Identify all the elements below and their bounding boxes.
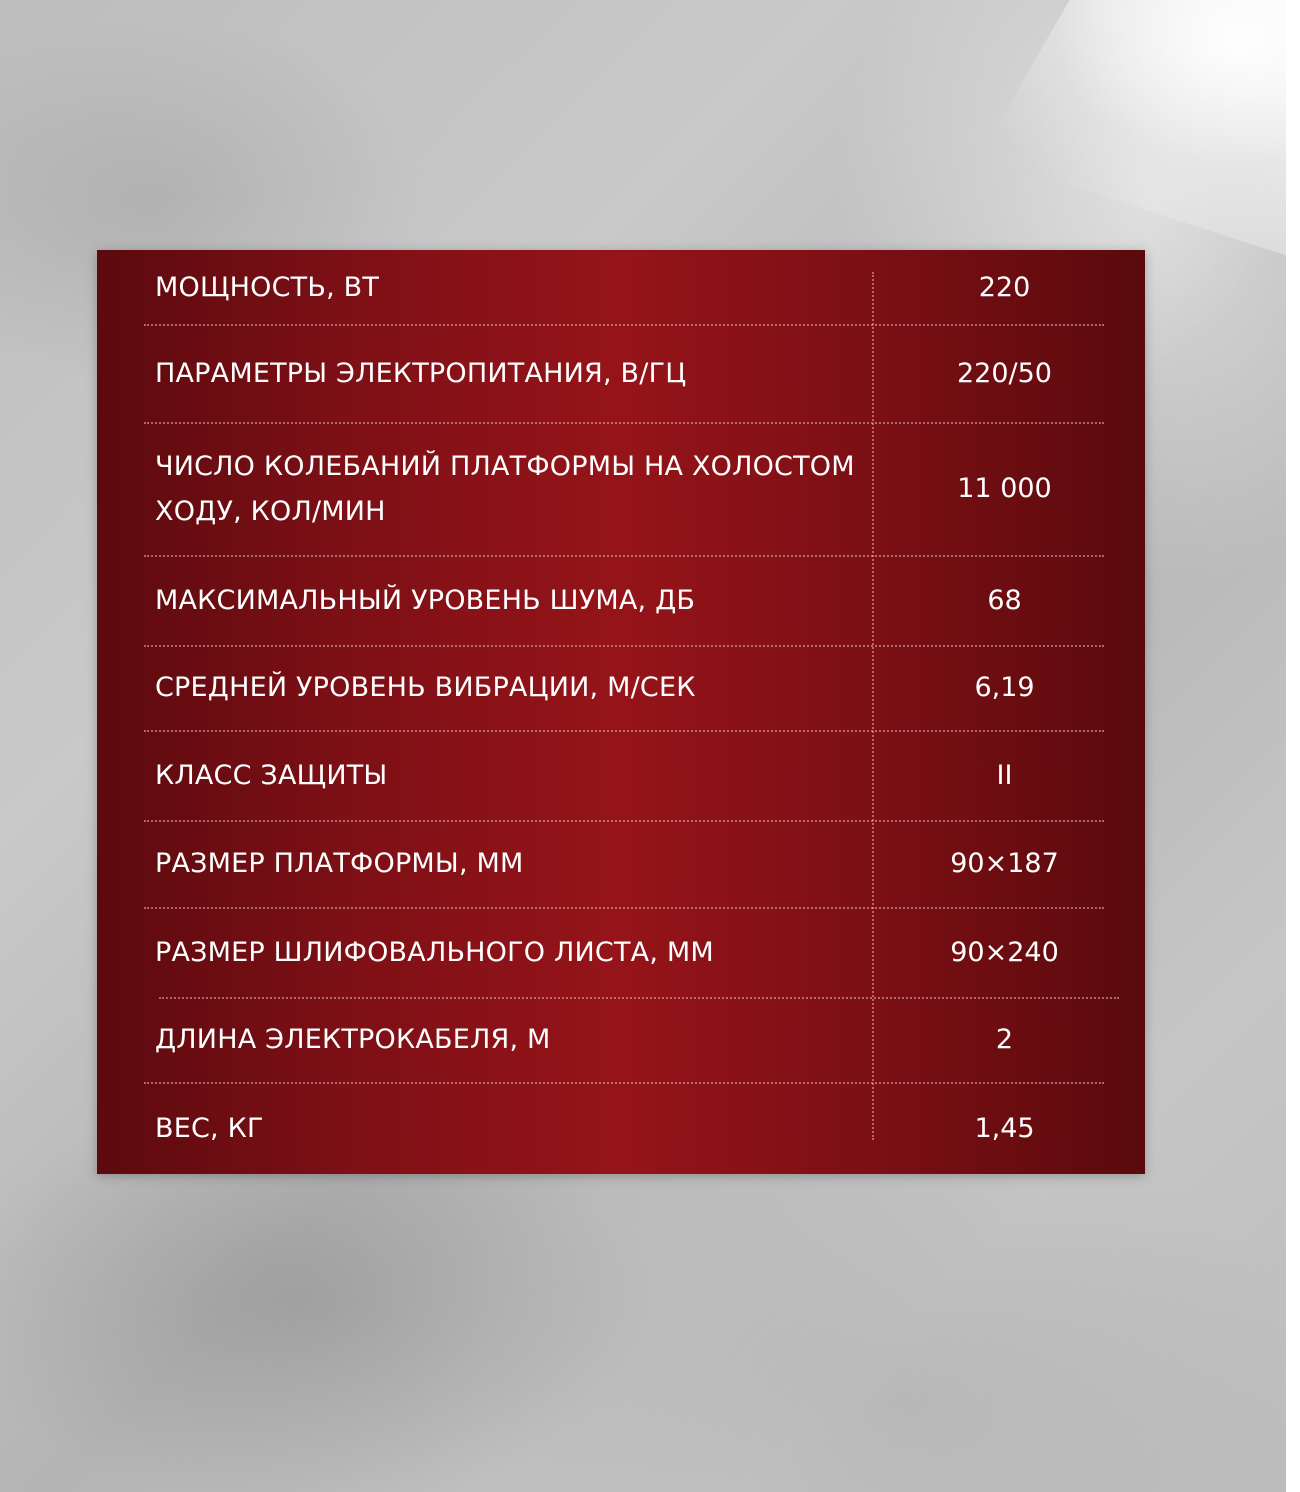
spec-value: 220 xyxy=(978,271,1031,303)
spec-value: 90×240 xyxy=(950,936,1059,968)
spec-label: ВЕС, КГ xyxy=(155,1112,264,1144)
spec-row-sheet-size xyxy=(97,907,1145,997)
spec-label: РАЗМЕР ШЛИФОВАЛЬНОГО ЛИСТА, ММ xyxy=(155,936,714,968)
spec-value: 90×187 xyxy=(950,848,1059,879)
spec-row-cable-length xyxy=(97,997,1145,1082)
spec-row-noise xyxy=(97,555,1145,645)
spec-value: 220/50 xyxy=(957,357,1052,389)
spec-label: МАКСИМАЛЬНЫЙ УРОВЕНЬ ШУМА, ДБ xyxy=(155,584,696,616)
spec-row-platform-size xyxy=(97,820,1145,907)
spec-label: ДЛИНА ЭЛЕКТРОКАБЕЛЯ, М xyxy=(155,1024,551,1055)
spec-value: 11 000 xyxy=(957,473,1052,504)
spec-label: МОЩНОСТЬ, ВТ xyxy=(155,271,380,303)
spec-table-panel xyxy=(97,250,1145,1174)
spec-row-vibration xyxy=(97,645,1145,730)
spec-row-weight xyxy=(97,1082,1145,1174)
spec-label: ПАРАМЕТРЫ ЭЛЕКТРОПИТАНИЯ, В/ГЦ xyxy=(155,357,687,389)
spec-row-protection-class xyxy=(97,730,1145,820)
spec-label: ЧИСЛО КОЛЕБАНИЙ ПЛАТФОРМЫ НА ХОЛОСТОМ ХОДУ, КОЛ/МИН xyxy=(155,450,855,527)
spec-row-power-supply xyxy=(97,324,1145,422)
background-light-beam xyxy=(980,0,1300,260)
spec-value: II xyxy=(996,759,1013,791)
spec-label: КЛАСС ЗАЩИТЫ xyxy=(155,759,388,791)
spec-row-oscillations xyxy=(97,422,1145,555)
spec-value: 2 xyxy=(995,1024,1014,1055)
spec-label: СРЕДНЕЙ УРОВЕНЬ ВИБРАЦИИ, М/СЕК xyxy=(155,672,696,703)
spec-value: 1,45 xyxy=(974,1112,1035,1144)
spec-row-power xyxy=(97,250,1145,324)
spec-value: 68 xyxy=(987,584,1022,616)
spec-label: РАЗМЕР ПЛАТФОРМЫ, ММ xyxy=(155,848,524,879)
spec-value: 6,19 xyxy=(974,672,1035,703)
right-edge-strip xyxy=(1286,0,1300,1492)
